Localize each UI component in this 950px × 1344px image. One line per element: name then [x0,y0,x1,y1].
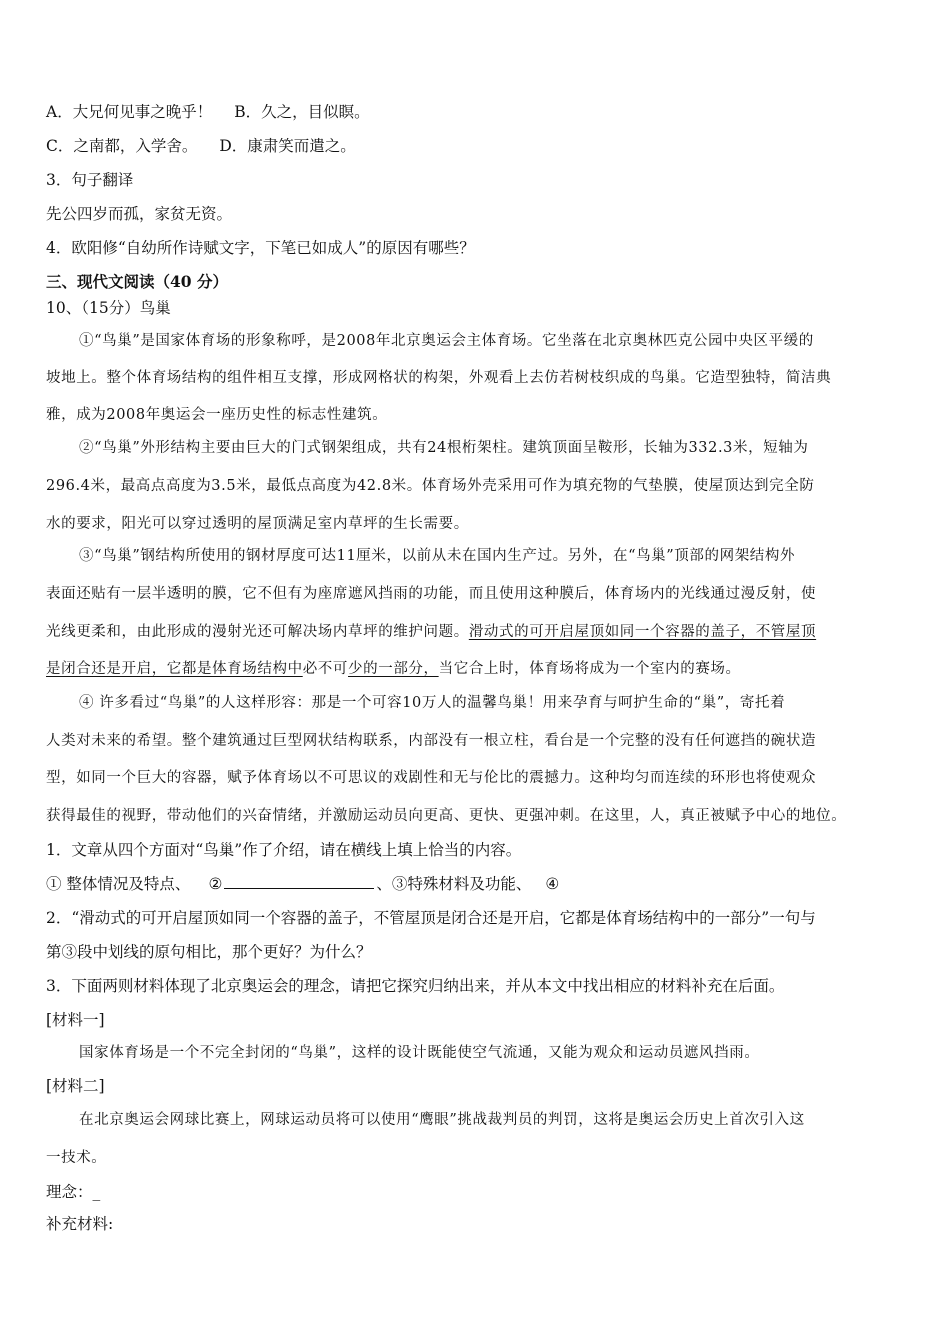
q3-title: 3．句子翻译 [46,171,134,189]
p3-underlined-part2: 少的一部分， [348,661,439,677]
material2-line1: 在北京奥运会网球比赛上，网球运动员将可以使用“鹰眼”挑战裁判员的判罚，这将是奥运会历史上首次引入这 [79,1112,805,1128]
material1-text: 国家体育场是一个不完全封闭的“鸟巢”，这样的设计既能使空气流通，又能为观众和运动员遮风挡雨。 [79,1045,760,1061]
q10-title: 10、（15分）鸟巢 [46,299,171,317]
p3-plain-part2: 当它合上时，体育场将成为一个室内的赛场。 [438,661,741,677]
p3-line1: ③“鸟巢”钢结构所使用的钢材厚度可达11厘米，以前从未在国内生产过。另外，在“鸟巢”顶部的网架结构外 [79,548,796,564]
q3-text-bottom: 3．下面两则材料体现了北京奥运会的理念，请把它探究归纳出来，并从本文中找出相应的材料补充在后面。 [46,977,785,995]
p3-line2: 表面还贴有一层半透明的膜，它不但有为座席遮风挡雨的功能，而且使用这种膜后，体育场内的光线通过漫反射，使 [46,586,817,602]
p3-line3 [46,622,908,642]
q4-text: 4．欧阳修“自幼所作诗赋文字，下笔已如成人”的原因有哪些？ [46,239,475,257]
p3-underlined-sentence-start: 滑动式的可开启屋顶如同一个容器的盖子，不管屋顶 [468,624,817,640]
option-a: A．大兄何见事之晚乎！ [46,103,213,121]
p2-line3: 水的要求，阳光可以穿过透明的屋顶满足室内草坪的生长需要。 [46,516,469,532]
q1-text: 1．文章从四个方面对“鸟巢”作了介绍，请在横线上填上恰当的内容。 [46,841,522,859]
q2-options-cd [46,136,908,156]
q3-sentence: 先公四岁而孤，家贫无资。 [46,205,233,223]
q1-answer-blank[interactable] [224,874,374,889]
idea-label: 理念：_ [46,1183,101,1201]
p3-underlined-part1: 是闭合还是开启，它都是体育场结构中 [46,661,303,677]
p3-line4 [46,659,908,679]
q1-items [46,874,908,894]
q1-item3: 、③特殊材料及功能、 [376,875,532,893]
p4-line2: 人类对未来的希望。整个建筑通过巨型网状结构联系，内部没有一根立柱，看台是一个完整的没有任何遮挡的碗状造 [46,733,817,749]
option-d: D．康肃笑而遣之。 [219,137,356,155]
p1-line2: 坡地上。整个体育场结构的组件相互支撑，形成网格状的构架，外观看上去仿若树枝织成的鸟巢。它造型独特，简洁典 [46,370,832,386]
material1-label: [材料一] [46,1011,105,1029]
p2-line1: ②“鸟巢”外形结构主要由巨大的门式钢架组成，共有24根桁架柱。建筑顶面呈鞍形，长轴为332.3米，短轴为 [79,440,809,456]
q2-line1: 2．“滑动式的可开启屋顶如同一个容器的盖子，不管屋顶是闭合还是开启，它都是体育场结构中的一部分”一句与 [46,909,816,927]
p1-line3: 雅，成为2008年奥运会一座历史性的标志性建筑。 [46,407,388,423]
material2-label: [材料二] [46,1077,105,1095]
option-c: C．之南都，入学舍。 [46,137,198,155]
q1-item4: ④ [545,875,560,893]
p2-line2: 296.4米，最高点高度为3.5米，最低点高度为42.8米。体育场外壳采用可作为填充物的气垫膜，使屋顶达到完全防 [46,478,815,494]
supplement-label: 补充材料: [46,1215,114,1233]
p3-line3-plain: 光线更柔和，由此形成的漫射光还可解决场内草坪的维护问题。 [46,624,469,640]
section-heading: 三、现代文阅读（40 分） [46,272,228,291]
option-b: B．久之，目似瞑。 [234,103,370,121]
p1-line1: ①“鸟巢”是国家体育场的形象称呼，是2008年北京奥运会主体育场。它坐落在北京奥林匹克公园中央区平缓的 [79,333,814,349]
q2-line2: 第③段中划线的原句相比，那个更好？为什么？ [46,943,372,961]
q2-options-ab [46,102,908,122]
material2-line2: 一技术。 [46,1150,107,1166]
q1-item1: ① 整体情况及特点、 [46,875,191,893]
p3-plain-part1: 必不可 [302,661,349,677]
p4-line3: 型，如同一个巨大的容器，赋予体育场以不可思议的戏剧性和无与伦比的震撼力。这种均匀而连续的环形也将使观众 [46,770,817,786]
p4-line4: 获得最佳的视野，带动他们的兴奋情绪，并激励运动员向更高、更快、更强冲刺。在这里，人，真正被赋予中心的地位。 [46,808,847,824]
q1-item2: ② [208,875,223,893]
p4-line1: ④ 许多看过“鸟巢”的人这样形容：那是一个可容10万人的温馨鸟巢！用来孕育与呵护生命的“巢”，寄托着 [79,695,786,711]
